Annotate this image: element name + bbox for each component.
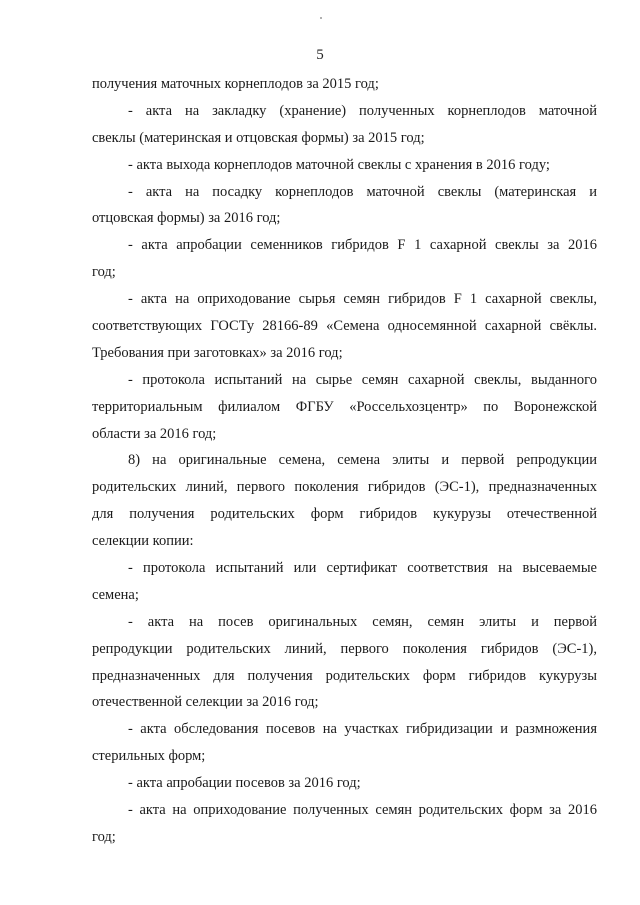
page-number: 5 bbox=[316, 47, 324, 63]
text-line: свеклы (материнская и отцовская формы) за 2015 год; bbox=[92, 129, 425, 146]
text-line: территориальным филиалом ФГБУ «Россельхозцентр» по Воронежской bbox=[92, 398, 597, 415]
text-line: 8) на оригинальные семена, семена элиты и первой репродукции bbox=[128, 452, 597, 469]
text-line: - протокола испытаний на сырье семян сахарной свеклы, выданного bbox=[128, 371, 597, 388]
text-line: - акта апробации семенников гибридов F 1 сахарной свеклы за 2016 bbox=[128, 237, 597, 254]
text-line: - акта на оприходование сырья семян гибридов F 1 сахарной свеклы, bbox=[128, 291, 597, 308]
text-line: год; bbox=[92, 828, 116, 845]
text-line: для получения родительских форм гибридов кукурузы отечественной bbox=[92, 506, 597, 523]
text-line: - акта на посев оригинальных семян, семян элиты и первой bbox=[128, 613, 597, 630]
text-line: отцовская формы) за 2016 год; bbox=[92, 210, 281, 227]
text-line: родительских линий, первого поколения гибридов (ЭС-1), предназначенных bbox=[92, 479, 597, 496]
text-line: получения маточных корнеплодов за 2015 год; bbox=[92, 76, 379, 92]
text-line: - акта на посадку корнеплодов маточной свеклы (материнская и bbox=[128, 183, 597, 200]
text-line: - акта апробации посевов за 2016 год; bbox=[128, 775, 361, 792]
text-line: Требования при заготовках» за 2016 год; bbox=[92, 344, 343, 361]
text-line: предназначенных для получения родительских форм гибридов кукурузы bbox=[92, 667, 597, 684]
text-line: - акта выхода корнеплодов маточной свеклы с хранения в 2016 году; bbox=[128, 156, 550, 173]
text-line: - акта на закладку (хранение) полученных корнеплодов маточной bbox=[128, 102, 597, 119]
text-line: - протокола испытаний или сертификат соответствия на высеваемые bbox=[128, 560, 597, 577]
text-line: стерильных форм; bbox=[92, 748, 206, 765]
document-body bbox=[92, 71, 597, 851]
text-line: год; bbox=[92, 264, 116, 281]
text-line: - акта на оприходование полученных семян родительских форм за 2016 bbox=[128, 802, 597, 819]
scan-artifact bbox=[320, 17, 322, 19]
text-line: - акта обследования посевов на участках гибридизации и размножения bbox=[128, 721, 597, 738]
text-line: репродукции родительских линий, первого поколения гибридов (ЭС-1), bbox=[92, 640, 597, 657]
text-line: соответствующих ГОСТу 28166-89 «Семена односемянной сахарной свёклы. bbox=[92, 318, 597, 335]
text-line: селекции копии: bbox=[92, 533, 194, 550]
text-line: семена; bbox=[92, 586, 139, 603]
text-line: области за 2016 год; bbox=[92, 425, 217, 442]
text-line: отечественной селекции за 2016 год; bbox=[92, 694, 319, 711]
